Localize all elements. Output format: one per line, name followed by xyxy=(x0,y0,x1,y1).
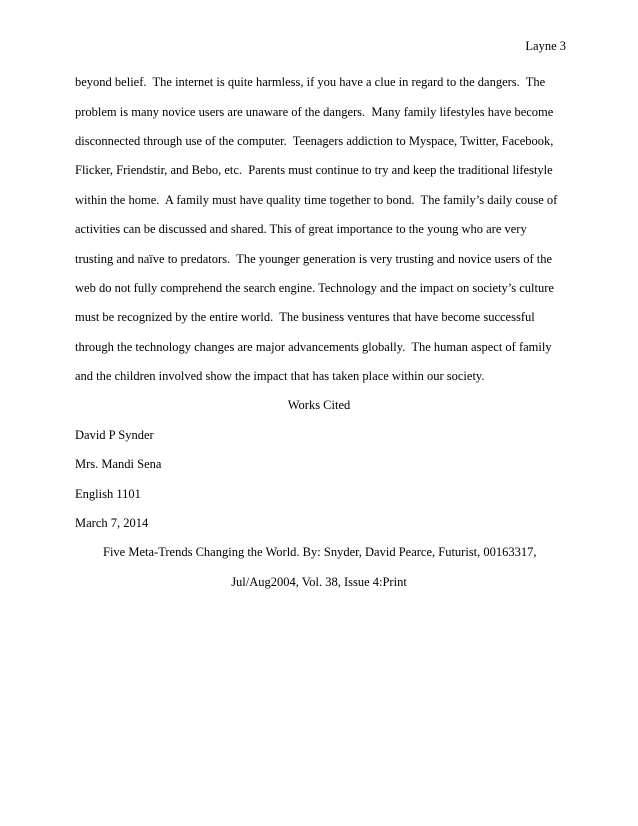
body-line: beyond belief. The internet is quite harmless, if you have a clue in regard to the dangers. The xyxy=(75,75,546,89)
submission-date: March 7, 2014 xyxy=(75,516,149,530)
body-line: web do not fully comprehend the search engine. Technology and the impact on society’s culture xyxy=(75,281,554,295)
author-name: David P Synder xyxy=(75,428,154,442)
body-line: disconnected through use of the computer. Teenagers addiction to Myspace, Twitter, Facebook, xyxy=(75,134,554,148)
body-line: problem is many novice users are unaware of the dangers. Many family lifestyles have become xyxy=(75,105,554,119)
body-line: through the technology changes are major advancements globally. The human aspect of family xyxy=(75,340,552,354)
body-line: must be recognized by the entire world. The business ventures that have become successful xyxy=(75,310,535,324)
body-line: within the home. A family must have quality time together to bond. The family’s daily couse of xyxy=(75,193,558,207)
body-line: activities can be discussed and shared. This of great importance to the young who are very xyxy=(75,222,527,236)
body-line: and the children involved show the impact that has taken place within our society. xyxy=(75,369,485,383)
citation-line-1: Five Meta-Trends Changing the World. By: Snyder, David Pearce, Futurist, 00163317, xyxy=(103,545,537,559)
works-cited-heading: Works Cited xyxy=(287,398,351,412)
instructor-name: Mrs. Mandi Sena xyxy=(75,457,162,471)
course-name: English 1101 xyxy=(75,487,141,501)
body-line: Flicker, Friendstir, and Bebo, etc. Parents must continue to try and keep the traditional lifestyle xyxy=(75,163,553,177)
running-head: Layne 3 xyxy=(525,39,566,53)
citation-line-2: Jul/Aug2004, Vol. 38, Issue 4:Print xyxy=(231,575,407,589)
body-line: trusting and naïve to predators. The younger generation is very trusting and novice users of the xyxy=(75,252,553,266)
